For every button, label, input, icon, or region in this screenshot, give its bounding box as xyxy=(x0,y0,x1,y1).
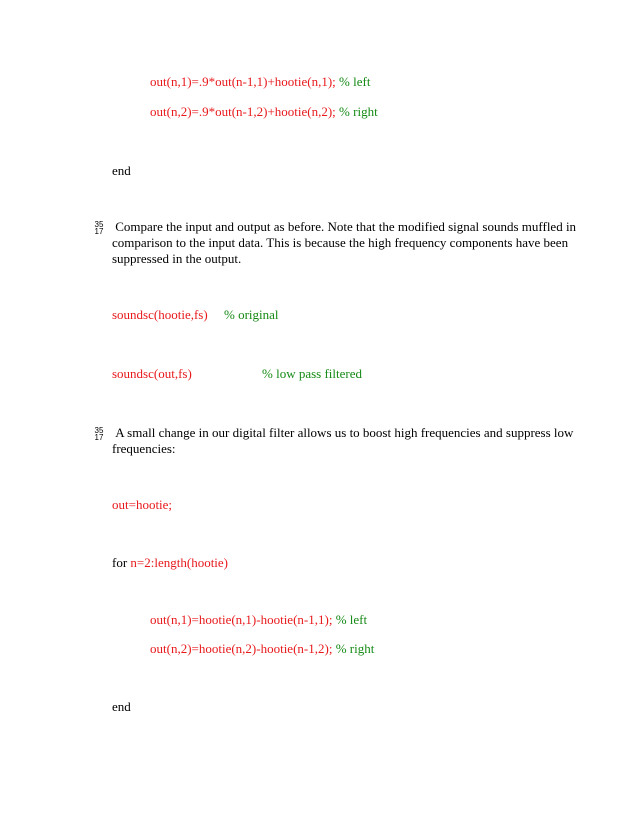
bullet-number-bottom: 17 xyxy=(94,227,104,236)
code-comment: % low pass filtered xyxy=(262,366,363,381)
code-text: out(n,1)=hootie(n,1)-hootie(n-1,1); xyxy=(150,612,336,627)
end-keyword: end xyxy=(112,163,131,178)
code-comment: % left xyxy=(339,74,371,89)
code-comment: % original xyxy=(224,307,279,322)
code-comment: % left xyxy=(335,612,368,627)
code-comment: % right xyxy=(335,641,375,656)
for-keyword: for xyxy=(112,555,131,570)
code-line-right xyxy=(150,104,378,120)
paragraph-compare xyxy=(112,219,582,267)
bullet-number-bottom: 17 xyxy=(94,433,104,442)
paragraph-text: A small change in our digital filter allows us to boost high frequencies and suppress low frequencies: xyxy=(112,425,574,456)
for-line xyxy=(112,555,228,571)
code-line-left xyxy=(150,74,370,90)
paragraph-small-change xyxy=(112,425,582,457)
code-text: out(n,2)=hootie(n,2)-hootie(n-1,2); xyxy=(150,641,336,656)
bullet-number-top: 35 xyxy=(94,426,104,435)
code-text: out(n,1)=.9*out(n-1,1)+hootie(n,1); xyxy=(150,74,340,89)
end-keyword: end xyxy=(112,699,131,714)
bullet-number-top: 35 xyxy=(94,220,104,229)
assign-line: out=hootie; xyxy=(112,497,173,512)
code-text: out(n,2)=.9*out(n-1,2)+hootie(n,2); xyxy=(150,104,340,119)
bullet-marker xyxy=(92,221,106,235)
code-text: soundsc(out,fs) xyxy=(112,366,192,381)
code-comment: % right xyxy=(339,104,378,119)
code-line-right xyxy=(150,641,374,657)
code-line-left xyxy=(150,612,367,628)
sound-original-line xyxy=(112,307,208,323)
paragraph-text: Compare the input and output as before. Note that the modified signal sounds muffled in comparison to the input data. This is because the high frequency components have been suppressed in the output. xyxy=(112,219,577,266)
for-range: n=2:length(hootie) xyxy=(130,555,229,570)
sound-filtered-line xyxy=(112,366,192,382)
code-text: soundsc(hootie,fs) xyxy=(112,307,208,322)
bullet-marker xyxy=(92,427,106,441)
